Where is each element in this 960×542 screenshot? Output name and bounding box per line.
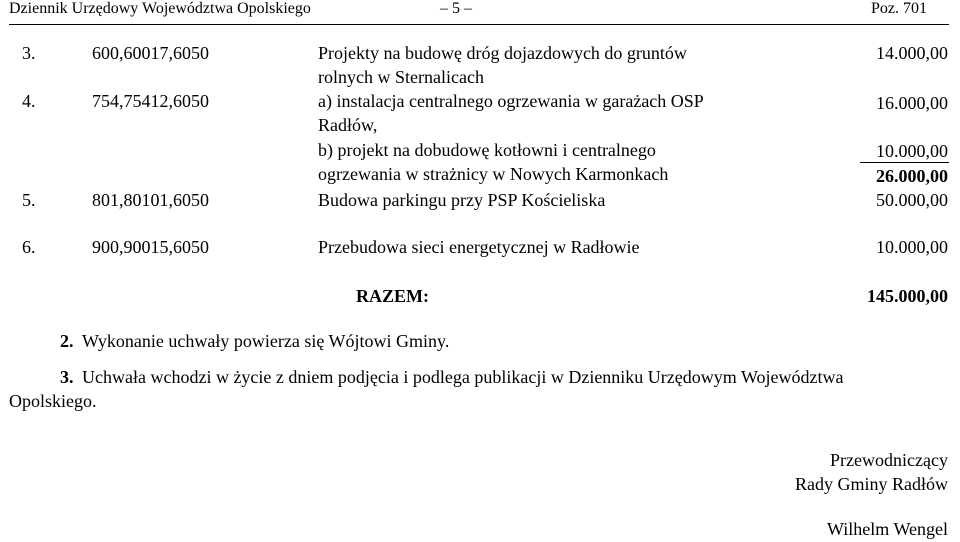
summary-amount: 145.000,00 (867, 286, 948, 306)
signature-name: Wilhelm Wengel (827, 519, 948, 539)
row-description: b) projekt na dobudowę kotłowni i centralnego (318, 140, 656, 160)
paragraph-text: Uchwała wchodzi w życie z dniem podjęcia i podlega publikacji w Dzienniku Urzędowym Województwa (82, 367, 844, 387)
paragraph-text: Wykonanie uchwały powierza się Wójtowi Gminy. (82, 331, 450, 351)
row-number: 6. (22, 237, 36, 257)
row-description: Przebudowa sieci energetycznej w Radłowie (318, 237, 640, 257)
row-description: Budowa parkingu przy PSP Kościeliska (318, 190, 606, 210)
header-rule (9, 24, 949, 25)
position-number: Poz. 701 (871, 0, 927, 17)
journal-title: Dziennik Urzędowy Województwa Opolskiego (9, 0, 311, 17)
row-amount: 10.000,00 (876, 141, 948, 161)
row-amount: 16.000,00 (876, 93, 948, 113)
row-number: 4. (22, 91, 36, 111)
row-code: 801,80101,6050 (92, 190, 209, 210)
page-number: – 5 – (440, 0, 472, 17)
summary-label: RAZEM: (356, 286, 429, 306)
signature-title: Przewodniczący (830, 450, 948, 470)
paragraph-number: 2. (60, 331, 74, 351)
row-description: ogrzewania w strażnicy w Nowych Karmonkach (318, 164, 669, 184)
row-description: Radłów, (318, 115, 378, 135)
row-amount: 10.000,00 (876, 237, 948, 257)
signature-title: Rady Gminy Radłów (795, 474, 948, 494)
paragraph-number: 3. (60, 367, 74, 387)
row-number: 3. (22, 43, 36, 63)
row-code: 754,75412,6050 (92, 91, 209, 111)
row-total: 26.000,00 (876, 166, 948, 186)
row-number: 5. (22, 190, 36, 210)
row-description: Projekty na budowę dróg dojazdowych do gruntów (318, 43, 687, 63)
row-amount: 14.000,00 (876, 43, 948, 63)
row-code: 600,60017,6050 (92, 43, 209, 63)
paragraph-text: Opolskiego. (9, 391, 97, 411)
row-description: rolnych w Sternalicach (318, 67, 484, 87)
row-amount: 50.000,00 (876, 190, 948, 210)
row-code: 900,90015,6050 (92, 237, 209, 257)
row-description: a) instalacja centralnego ogrzewania w garażach OSP (318, 91, 704, 111)
subtotal-rule (860, 162, 949, 163)
